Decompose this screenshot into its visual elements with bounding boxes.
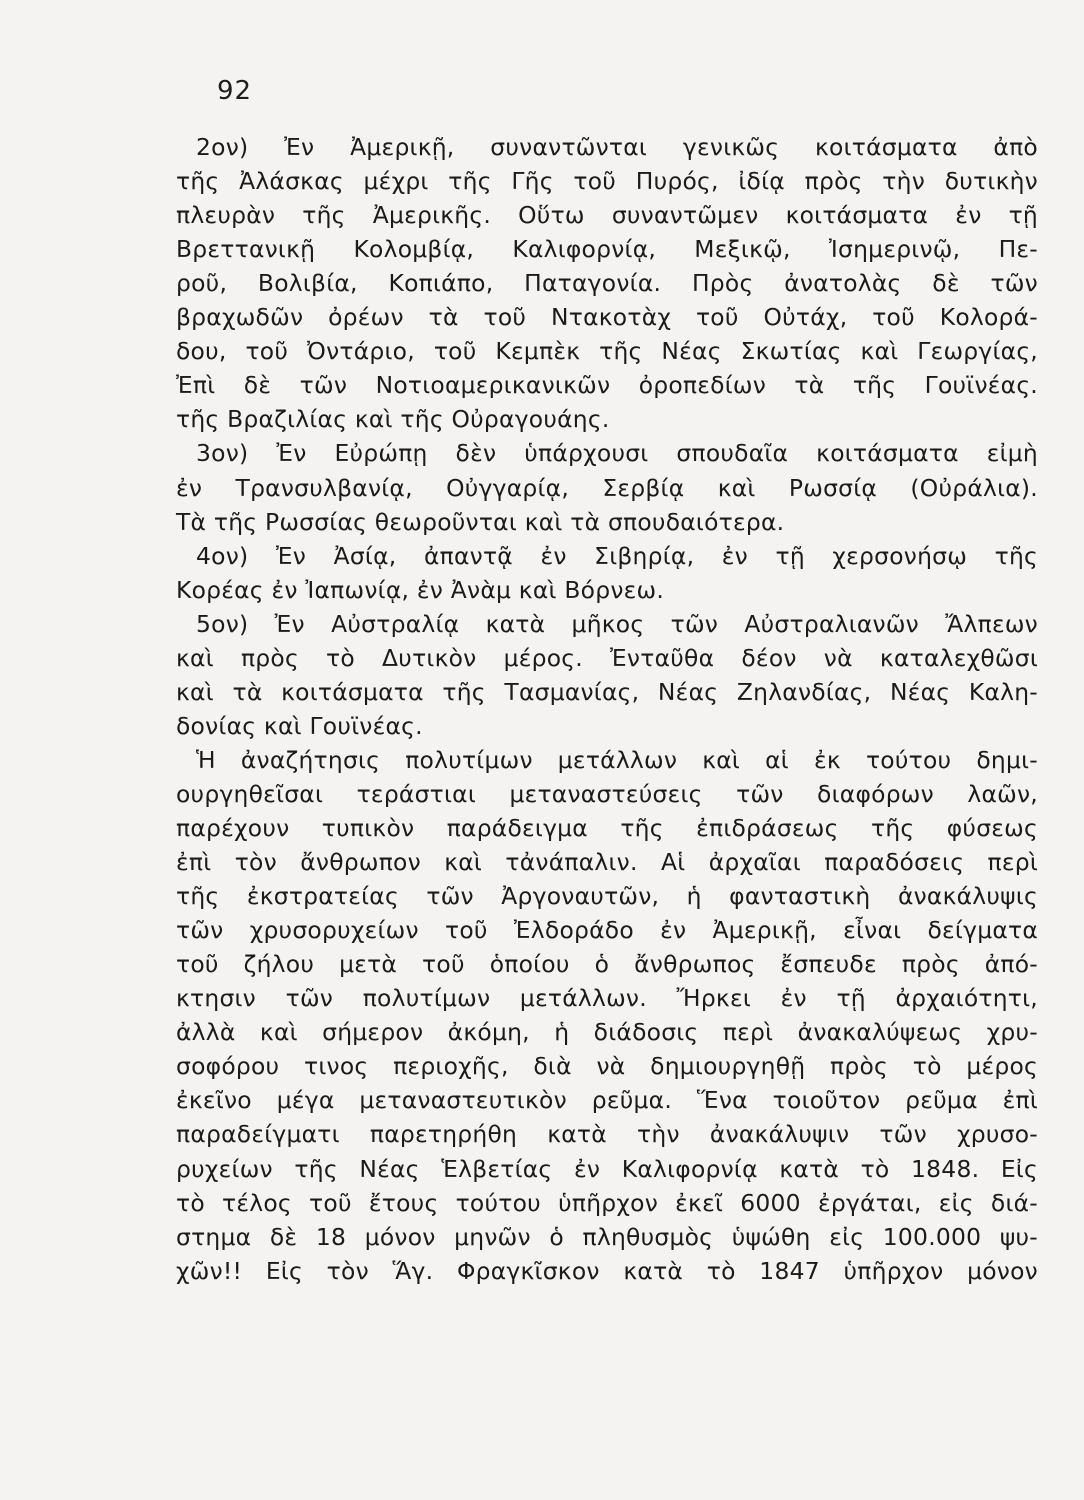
text-line: 5ον) Ἐν Αὐστραλίᾳ κατὰ μῆκος τῶν Αὐστραλιανῶν Ἄλπεων <box>196 609 1038 638</box>
text-line: ἀλλὰ καὶ σήμερον ἀκόμη, ἡ διάδοσις περὶ ἀνακαλύψεως χρυ- <box>176 1018 1038 1047</box>
text-line: καὶ τὰ κοιτάσματα τῆς Τασμανίας, Νέας Ζηλανδίας, Νέας Καλη- <box>176 677 1038 706</box>
text-line: Ἐπὶ δὲ τῶν Νοτιοαμερικανικῶν ὀροπεδίων τὰ τῆς Γουϊνέας. <box>176 371 1038 400</box>
text-line: τὸ τέλος τοῦ ἔτους τούτου ὑπῆρχον ἐκεῖ 6000 ἐργάται, εἰς διά- <box>176 1188 1038 1217</box>
text-line: δονίας καὶ Γουϊνέας. <box>176 711 423 740</box>
text-line: ουργηθεῖσαι τεράστιαι μεταναστεύσεις τῶν διαφόρων λαῶν, <box>176 779 1038 808</box>
text-line: τῆς Βραζιλίας καὶ τῆς Οὐραγουάης. <box>176 405 610 434</box>
text-line: χῶν!! Εἰς τὸν Ἅγ. Φραγκῖσκον κατὰ τὸ 1847 ὑπῆρχον μόνον <box>176 1256 1038 1285</box>
text-line: Βρεττανικῇ Κολομβίᾳ, Καλιφορνίᾳ, Μεξικῷ, Ἰσημερινῷ, Πε- <box>176 235 1038 264</box>
page-number: 92 <box>217 76 253 106</box>
text-line: βραχωδῶν ὀρέων τὰ τοῦ Ντακοτὰχ τοῦ Οὐτάχ, τοῦ Κολορά- <box>176 303 1038 332</box>
text-line: 3ον) Ἐν Εὐρώπῃ δὲν ὑπάρχουσι σπουδαῖα κοιτάσματα εἰμὴ <box>196 439 1038 468</box>
text-line: παρέχουν τυπικὸν παράδειγμα τῆς ἐπιδράσεως τῆς φύσεως <box>176 814 1038 842</box>
text-line: 2ον) Ἐν Ἀμερικῇ, συναντῶνται γενικῶς κοιτάσματα ἀπὸ <box>196 133 1038 161</box>
text-line: παραδείγματι παρετηρήθη κατὰ τὴν ἀνακάλυψιν τῶν χρυσο- <box>176 1120 1038 1149</box>
text-line: κτησιν τῶν πολυτίμων μετάλλων. Ἤρκει ἐν τῇ ἀρχαιότητι, <box>176 984 1038 1013</box>
text-line: ροῦ, Βολιβία, Κοπιάπο, Παταγονία. Πρὸς ἀνατολὰς δὲ τῶν <box>176 269 1038 298</box>
text-line: ρυχείων τῆς Νέας Ἑλβετίας ἐν Καλιφορνίᾳ κατὰ τὸ 1848. Εἰς <box>176 1154 1038 1183</box>
text-line: Τὰ τῆς Ρωσσίας θεωροῦνται καὶ τὰ σπουδαιότερα. <box>176 507 785 536</box>
text-line: τῆς ἐκστρατείας τῶν Ἀργοναυτῶν, ἡ φανταστικὴ ἀνακάλυψις <box>176 882 1038 911</box>
text-line: στημα δὲ 18 μόνον μηνῶν ὁ πληθυσμὸς ὑψώθη εἰς 100.000 ψυ- <box>176 1222 1038 1251</box>
text-line: ἐπὶ τὸν ἄνθρωπον καὶ τἀνάπαλιν. Αἱ ἀρχαῖαι παραδόσεις περὶ <box>176 848 1038 877</box>
text-line: Κορέας ἐν Ἰαπωνίᾳ, ἐν Ἀνὰμ καὶ Βόρνεω. <box>176 575 665 604</box>
text-line: 4ον) Ἐν Ἀσίᾳ, ἀπαντᾷ ἐν Σιβηρίᾳ, ἐν τῇ χερσονήσῳ τῆς <box>196 541 1038 570</box>
text-line: τοῦ ζήλου μετὰ τοῦ ὁποίου ὁ ἄνθρωπος ἔσπευδε πρὸς ἀπό- <box>176 950 1038 979</box>
text-line: καὶ πρὸς τὸ Δυτικὸν μέρος. Ἐνταῦθα δέον νὰ καταλεχθῶσι <box>176 643 1038 672</box>
text-line: σοφόρου τινος περιοχῆς, διὰ νὰ δημιουργηθῇ πρὸς τὸ μέρος <box>176 1052 1038 1081</box>
text-line: τῶν χρυσορυχείων τοῦ Ἐλδοράδο ἐν Ἀμερικῇ, εἶναι δείγματα <box>176 916 1038 945</box>
text-line: τῆς Ἀλάσκας μέχρι τῆς Γῆς τοῦ Πυρός, ἰδίᾳ πρὸς τὴν δυτικὴν <box>176 167 1038 196</box>
text-line: πλευρὰν τῆς Ἀμερικῆς. Οὕτω συναντῶμεν κοιτάσματα ἐν τῇ <box>176 201 1038 230</box>
text-line: Ἡ ἀναζήτησις πολυτίμων μετάλλων καὶ αἱ ἐκ τούτου δημι- <box>196 745 1038 774</box>
text-line: ἐν Τρανσυλβανίᾳ, Οὐγγαρίᾳ, Σερβίᾳ καὶ Ρωσσίᾳ (Οὐράλια). <box>176 473 1038 502</box>
text-line: δου, τοῦ Ὀντάριο, τοῦ Κεμπὲκ τῆς Νέας Σκωτίας καὶ Γεωργίας, <box>176 337 1038 366</box>
text-line: ἐκεῖνο μέγα μεταναστευτικὸν ρεῦμα. Ἕνα τοιοῦτον ρεῦμα ἐπὶ <box>176 1086 1038 1115</box>
